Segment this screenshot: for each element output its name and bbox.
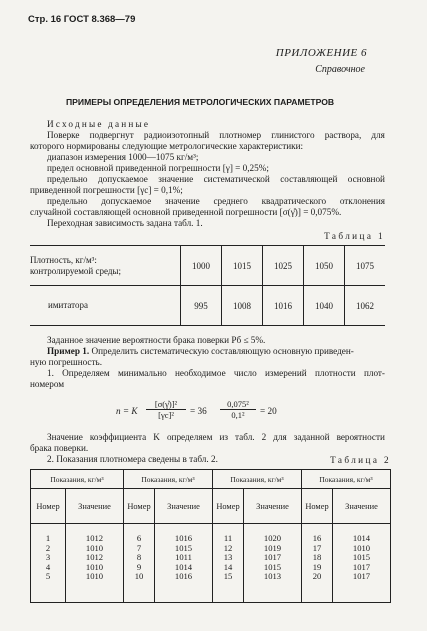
table1-caption: Таблица 1 — [324, 231, 385, 241]
example1-text-cont: ную погрешность. — [30, 357, 103, 367]
word: основной — [347, 174, 385, 184]
formula-mid: = 36 — [190, 406, 207, 416]
table1-cell: 995 — [181, 286, 222, 326]
word: минимально — [117, 368, 167, 378]
rms-error-rest: случайной составляющей основной приведенной погрешности [σ(γ̊)] = 0,075%. — [30, 207, 342, 217]
formula-fraction-2 — [220, 399, 256, 420]
word: предельно — [47, 196, 88, 206]
word: K — [153, 432, 160, 442]
table1-cell: 1025 — [263, 246, 304, 286]
table2-col-number: Номер — [213, 489, 244, 524]
defect-probability: Заданное значение вероятности брака поверки Pб ≤ 5%. — [47, 335, 266, 345]
word: число — [233, 368, 257, 378]
word: из — [219, 432, 229, 442]
rms-line-justified — [47, 196, 385, 207]
section-heading: Исходные данные — [47, 119, 151, 129]
word: систематической — [203, 174, 270, 184]
appendix-title: ПРИЛОЖЕНИЕ 6 — [275, 47, 367, 59]
table2-col-number: Номер — [302, 489, 333, 524]
table1-row1-label — [30, 246, 181, 286]
table2-data-row — [31, 524, 391, 603]
table2-group-header-row — [31, 470, 391, 489]
word: раствора, — [324, 130, 362, 140]
formula-num2: 0,075² — [220, 399, 256, 410]
word: среднего — [213, 196, 248, 206]
intro-paragraph-rest: которого нормированы следующие метрологические характеристики: — [30, 141, 304, 151]
table2-values: 1014 1010 1015 1017 1017 — [333, 524, 391, 603]
word: допускаемое — [97, 174, 148, 184]
word: заданной — [293, 432, 330, 442]
table2-group-header: Показания, кг/м³ — [302, 470, 391, 489]
table1-row-medium — [30, 246, 385, 286]
word: предельно — [47, 174, 88, 184]
page-header: Стр. 16 ГОСТ 8.368—79 — [28, 14, 136, 25]
word: отклонения — [339, 196, 385, 206]
word: вероятности — [336, 432, 385, 442]
formula-lhs: n = K — [116, 406, 138, 416]
table2-col-number: Номер — [31, 489, 66, 524]
table2-values: 1012 1010 1012 1010 1010 — [66, 524, 124, 603]
word: Определяем — [62, 368, 110, 378]
table2-col-value: Значение — [244, 489, 302, 524]
formula-fraction-1 — [146, 399, 186, 420]
table2-col-value: Значение — [66, 489, 124, 524]
example1-line — [47, 346, 354, 357]
word: значение — [158, 174, 194, 184]
step2-text: 2. Показания плотномера сведены в табл. 2. — [47, 454, 218, 464]
table2-numbers: 6 7 8 9 10 — [124, 524, 155, 603]
example1-text: Определить систематическую составляющую основную приведен- — [91, 346, 354, 356]
word: допускаемое — [101, 196, 152, 206]
word: значение — [164, 196, 200, 206]
word: Значение — [47, 432, 83, 442]
example1-label: Пример 1. — [47, 346, 90, 356]
table1-cell: 1040 — [304, 286, 345, 326]
table2-col-number: Номер — [124, 489, 155, 524]
formula-den2: 0,1² — [231, 410, 245, 420]
table2-numbers: 16 17 18 19 20 — [302, 524, 333, 603]
table-reference: Переходная зависимость задана табл. 1. — [47, 218, 203, 228]
table2-subheader-row — [31, 489, 391, 524]
word: радиоизотопный — [143, 130, 210, 140]
k-line-rest: брака поверки. — [30, 443, 89, 453]
k-line-justified — [47, 432, 385, 443]
word: необходимое — [174, 368, 226, 378]
formula-rhs: = 20 — [260, 406, 277, 416]
word: составляющей — [280, 174, 338, 184]
table2-numbers: 1 2 3 4 5 — [31, 524, 66, 603]
table2-col-value: Значение — [155, 489, 213, 524]
step1-line-justified — [47, 368, 385, 379]
table2 — [30, 469, 391, 603]
table1-cell: 1062 — [344, 286, 385, 326]
document-title: ПРИМЕРЫ ОПРЕДЕЛЕНИЯ МЕТРОЛОГИЧЕСКИХ ПАРАМЕТРОВ — [66, 97, 335, 107]
table2-group-header: Показания, кг/м³ — [213, 470, 302, 489]
table2-group-header: Показания, кг/м³ — [31, 470, 124, 489]
word: подвергнут — [89, 130, 134, 140]
intro-line-justified — [47, 130, 385, 141]
systematic-line-justified — [47, 174, 385, 185]
appendix-subtitle: Справочное — [315, 64, 365, 75]
table1-label-density: Плотность, кг/м³: — [30, 254, 97, 265]
table2-group-header: Показания, кг/м³ — [124, 470, 213, 489]
word: коэффициента — [89, 432, 147, 442]
base-error-limit: предел основной приведенной погрешности [γ] = 0,25%; — [47, 163, 269, 173]
formula-num1: [σ(γ̊)]² — [146, 399, 186, 410]
table2-numbers: 11 12 13 14 15 — [213, 524, 244, 603]
table2-col-value: Значение — [333, 489, 391, 524]
word: 2 — [261, 432, 267, 442]
measurement-range: диапазон измерения 1000—1075 кг/м³; — [47, 152, 199, 162]
table1-cell: 1000 — [181, 246, 222, 286]
table2-values: 1020 1019 1017 1015 1013 — [244, 524, 302, 603]
word: Поверке — [47, 130, 80, 140]
word: глинистого — [271, 130, 315, 140]
table1-label-medium: контролируемой среды; — [30, 265, 121, 276]
systematic-error-rest: приведенной погрешности [γc] = 0,1%; — [30, 185, 183, 195]
word: плот- — [363, 368, 385, 378]
word: измерений — [264, 368, 307, 378]
word: плотности — [314, 368, 356, 378]
word: определяем — [166, 432, 213, 442]
word: табл. — [235, 432, 255, 442]
word: для — [273, 432, 287, 442]
step1-rest: номером — [30, 379, 65, 389]
formula-den1: [γc]² — [158, 410, 174, 420]
table1 — [30, 245, 385, 326]
table1-row-imitator — [30, 286, 385, 326]
table1-cell: 1075 — [344, 246, 385, 286]
word: для — [371, 130, 385, 140]
table2-values: 1016 1015 1011 1014 1016 — [155, 524, 213, 603]
word: плотномер — [219, 130, 262, 140]
table1-cell: 1050 — [304, 246, 345, 286]
table1-cell: 1008 — [222, 286, 263, 326]
table1-cell: 1015 — [222, 246, 263, 286]
word: 1. — [47, 368, 54, 378]
word: квадратического — [261, 196, 327, 206]
table1-row2-label: имитатора — [30, 286, 181, 326]
table2-caption: Таблица 2 — [330, 455, 391, 465]
table1-cell: 1016 — [263, 286, 304, 326]
